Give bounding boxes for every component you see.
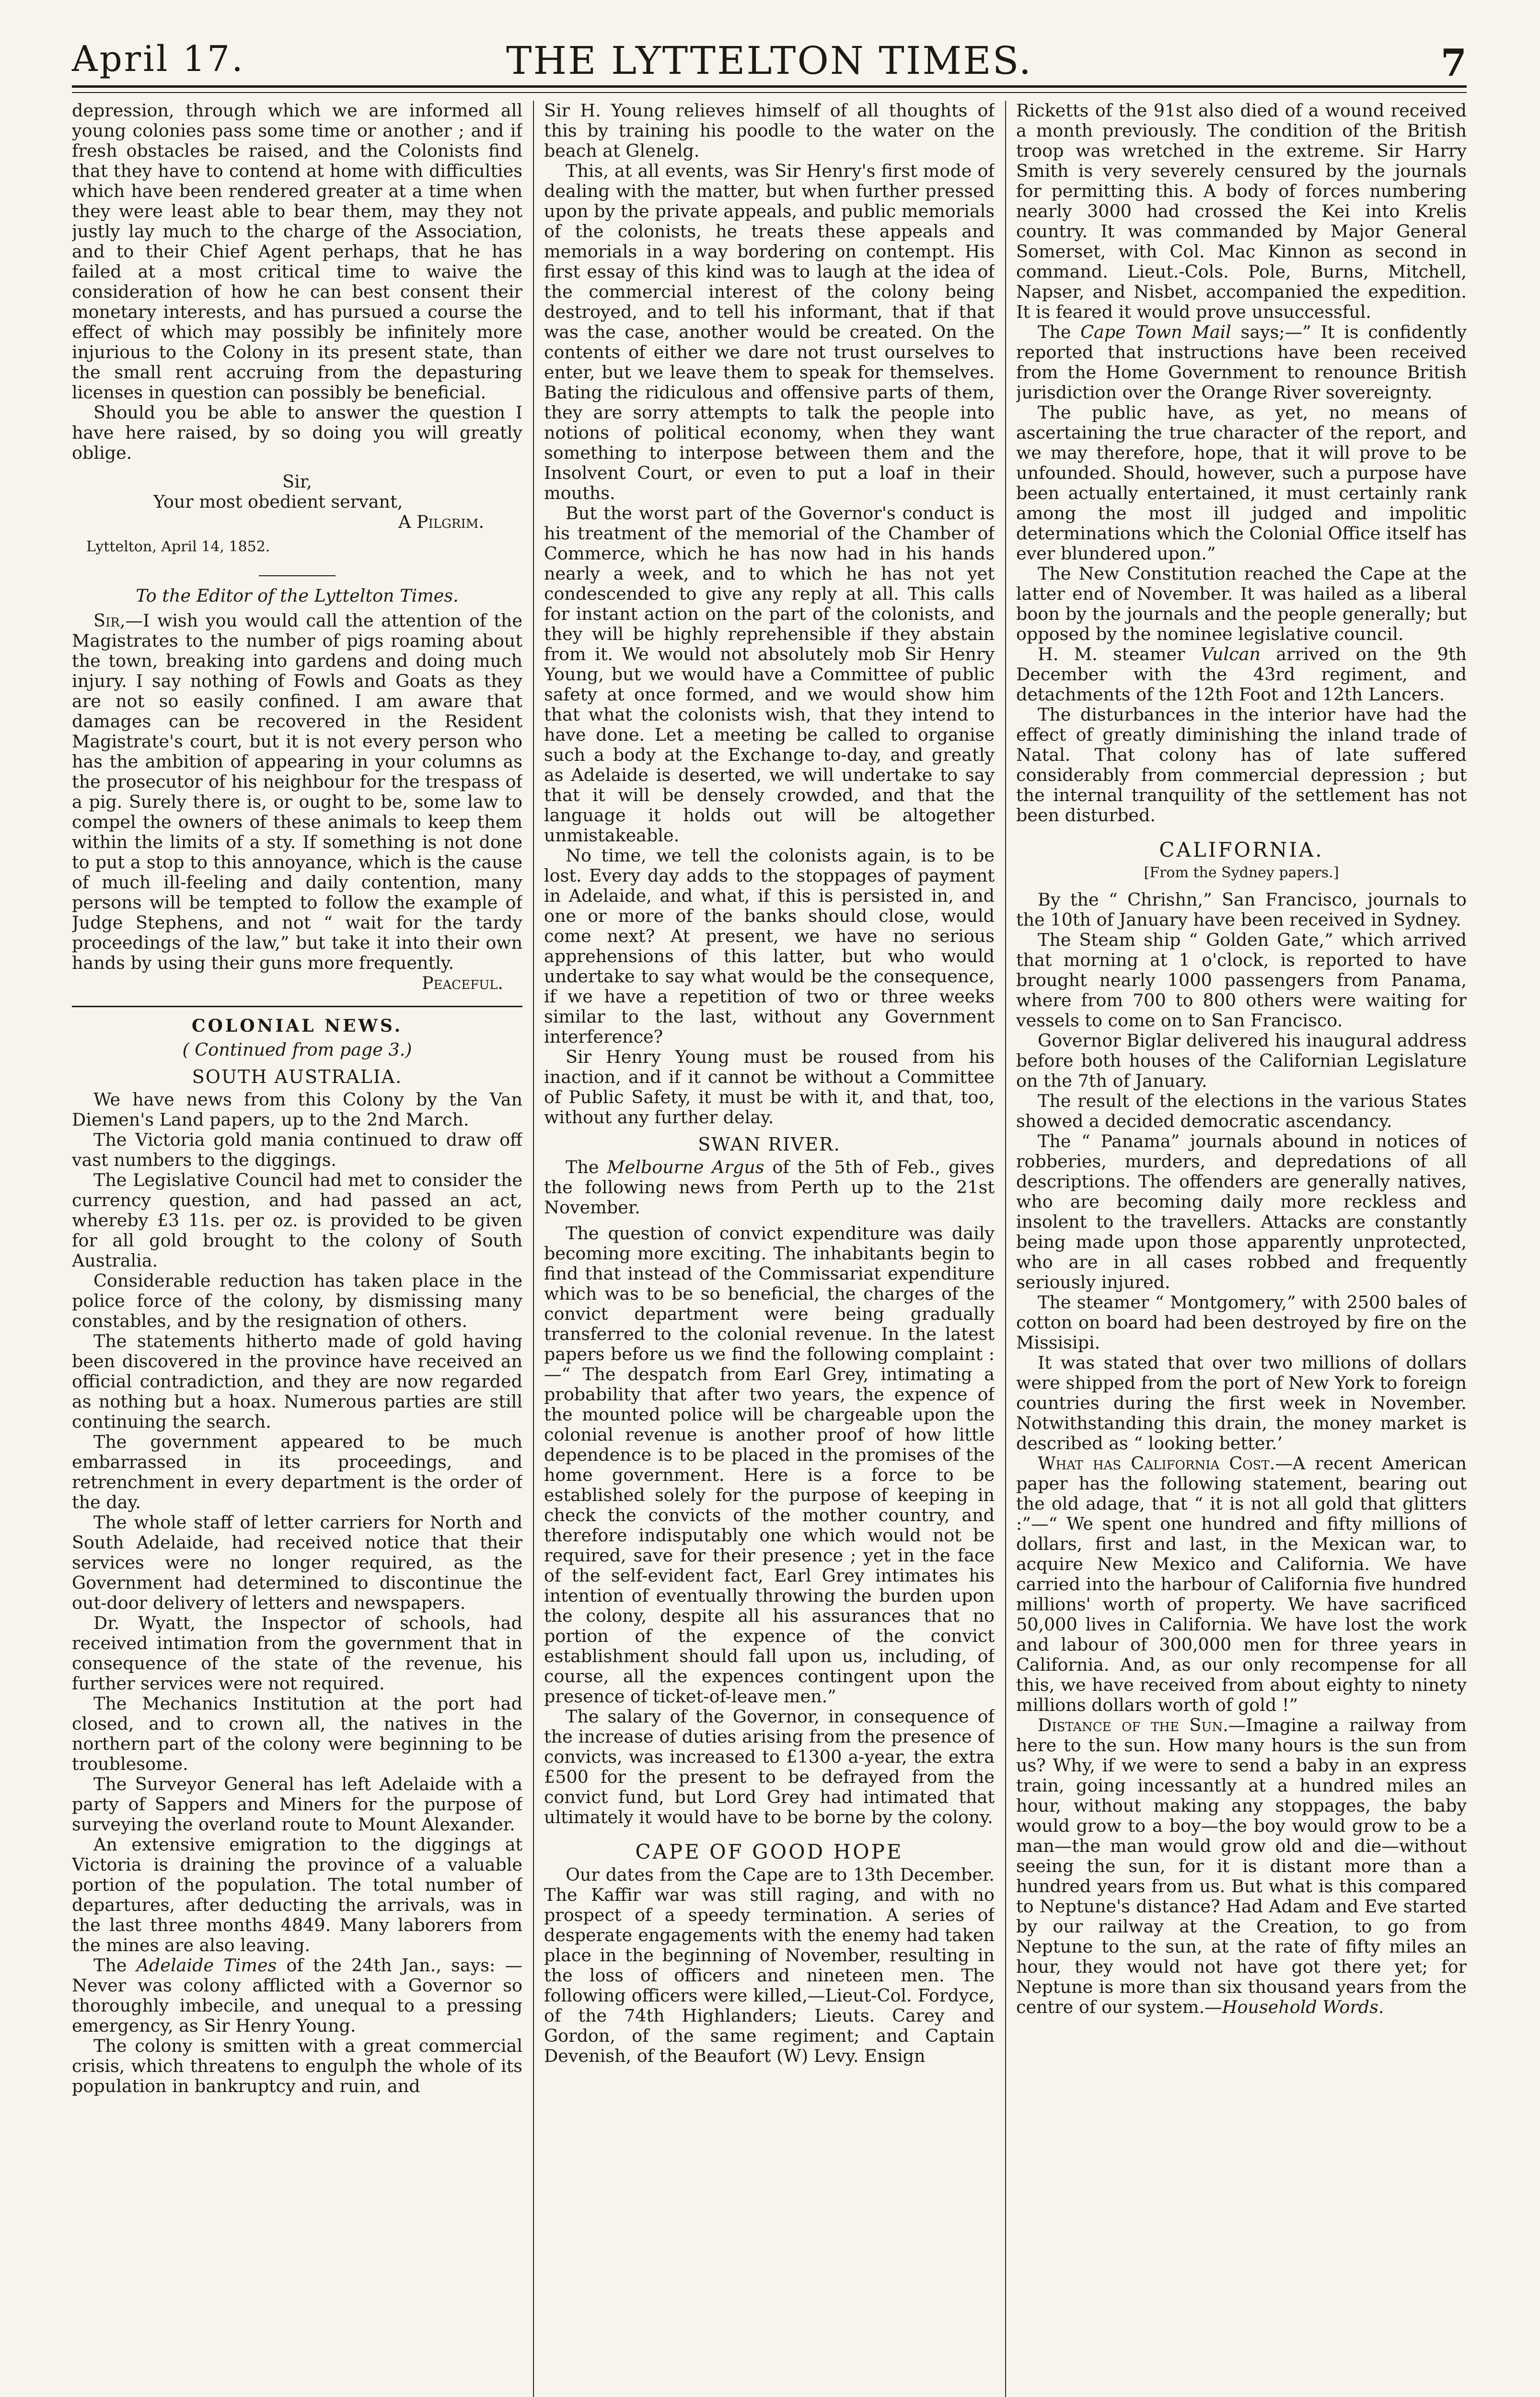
section-heading: COLONIAL NEWS. bbox=[191, 1016, 403, 1036]
text-run: The bbox=[93, 1955, 137, 1976]
paragraph: The steamer “ Montgomery,” with 2500 bales of cotton on board had been destroyed by fire on the Missisipi. bbox=[1016, 1292, 1467, 1353]
paragraph bbox=[1016, 1454, 1467, 1715]
issue-date: April 17. bbox=[72, 38, 245, 80]
continued-note: ( Continued from page 3.) bbox=[182, 1039, 412, 1060]
dateline: Lyttelton, April 14, 1852. bbox=[86, 538, 270, 555]
paragraph: The Mechanics Institution at the port had closed, and to crown all, the natives in the northern part of the colony were beginning to be troublesome. bbox=[72, 1693, 522, 1774]
publication-name: Adelaide Times bbox=[136, 1955, 277, 1976]
paragraph: The colony is smitten with a great commercial crisis, which threatens to engulph the whole of its population in bankruptcy and ruin, and bbox=[72, 2036, 522, 2096]
paragraph: The Steam ship “ Golden Gate,” which arrived that morning at 1 o'clock, is reported to have brought nearly 1000 passengers from Panama, where from 700 to 800 others were waiting for vessels to come on to San Francisco. bbox=[1016, 930, 1467, 1031]
paragraph: Dr. Wyatt, the Inspector of schools, had received intimation from the government that in consequence of the state of the revenue, his further services were not required. bbox=[72, 1613, 522, 1694]
paragraph: Sir H. Young relieves himself of all thoughts of this by training his poodle to the water on the beach at Glenelg. bbox=[544, 101, 995, 161]
paragraph: The whole staff of letter carriers for North and South Adelaide, had received notice that their services were no longer required, as the Government had determined to discontinue the out-door delivery of letters and newspapers. bbox=[72, 1512, 522, 1613]
header-rule-thick bbox=[72, 85, 1467, 88]
source-name: Household Words. bbox=[1222, 1997, 1384, 2017]
paragraph: We have news from this Colony by the Van Diemen's Land papers, up to the 2nd March. bbox=[72, 1089, 522, 1130]
text-run: of the 24th Jan., says: —Never was colony afflicted with a Governor so thoroughly imbecile, and unequal to a pressing emergency, as Sir Henry Young. bbox=[72, 1955, 522, 2036]
paragraph: The public have, as yet, no means of ascertaining the true character of the report, and we may therefore, hope, that it will prove to be unfounded. Should, however, such a purpose have been actually entertained, it must certainly rank among the most ill judged and impolitic determinations which the Colonial Office itself has ever blundered upon.” bbox=[1016, 402, 1467, 564]
paragraph: No time, we tell the colonists again, is to be lost. Every day adds to the stoppages of payment in Adelaide, and what, if this is persisted in, and one or more of the banks should close, would come next? At present, we have no serious apprehensions of this latter, but who would undertake to say what would be the consequence, if we have a repetition of two or three weeks similar to the last, without any Government interference? bbox=[544, 845, 995, 1047]
paragraph: The Victoria gold mania continued to draw off vast numbers to the diggings. bbox=[72, 1129, 522, 1170]
salutation: Sir, bbox=[93, 610, 126, 631]
paragraph bbox=[72, 611, 522, 973]
text-run: H. M. steamer bbox=[1038, 644, 1201, 664]
paragraph: But the worst part of the Governor's conduct is his treatment of the memorial of the Chamber of Commerce, which he has now had in his hands nearly a week, and to which he has not yet condescended to give any reply at all. This calls for instant action on the part of the colonists, and they will be highly reprehensible if they abstain from it. We would not absolutely mob Sir Henry Young, but we would have a Committee of public safety at once formed, and we would show him that what the colonists wish, that they intend to have done. Let a meeting be called to organise such a body at the Exchange to-day, and greatly as Adelaide is deserted, we will undertake to say that it will be densely crowded, and that the language it holds out will be altogether unmistakeable. bbox=[544, 503, 995, 846]
paragraph bbox=[1016, 1715, 1467, 2017]
text-run: arrived on the 9th December with the 43rd regiment, and detachments of the 12th Foot and 12th Lancers. bbox=[1016, 644, 1467, 705]
paragraph: Should you be able to answer the question I have here raised, by so doing you will greatly oblige. bbox=[72, 402, 522, 463]
newspaper-title: THE LYTTELTON TIMES. bbox=[506, 38, 1032, 83]
paragraph bbox=[1016, 322, 1467, 403]
text-run: The bbox=[566, 1157, 607, 1177]
paragraph: The result of the elections in the various States showed a decided democratic ascendancy. bbox=[1016, 1091, 1467, 1131]
publication-name: Cape Town Mail bbox=[1080, 322, 1231, 342]
item-lead: What has California Cost. bbox=[1038, 1453, 1275, 1474]
paragraph: The Surveyor General has left Adelaide with a party of Sappers and Miners for the purpose of surveying the overland route to Mount Alexander. bbox=[72, 1774, 522, 1835]
ship-name: Vulcan bbox=[1200, 644, 1261, 664]
paragraph: The Legislative Council had met to consider the currency question, and had passed an act, whereby £3 11s. per oz. is provided to be given for all gold brought to the colony of South Australia. bbox=[72, 1170, 522, 1271]
column-2 bbox=[544, 101, 995, 2397]
paragraph: Sir Henry Young must be roused from his inaction, and if it cannot be without a Committee of Public Safety, it must be with it, and that, too, without any further delay. bbox=[544, 1047, 995, 1128]
subsection-heading: CALIFORNIA. bbox=[1159, 838, 1324, 861]
paragraph: depression, through which we are informed all young colonies pass some time or another ; and if fresh obstacles be raised, and the Colonists find that they have to contend at home with difficulties which have been rendered greater at a time when they were least able to bear them, may they not justly lay much to the charge of the Association, and to their Chief Agent perhaps, that he has failed at a most critical time to waive the consideration of how he can best consent their monetary interests, and has pursued a course the effect of which may possibly be infinitely more injurious to the Colony in its present state, than the small rent accruing from the depasturing licenses in question can possibly be beneficial. bbox=[72, 101, 522, 403]
letter-heading: To the Editor of the Lyttelton Times. bbox=[136, 585, 459, 606]
paragraph: Governor Biglar delivered his inaugural address before both houses of the Californian Legislature on the 7th of January. bbox=[1016, 1030, 1467, 1091]
paragraph bbox=[72, 1955, 522, 2036]
source-note: [From the Sydney papers.] bbox=[1144, 864, 1339, 881]
text-run: The bbox=[1038, 322, 1081, 342]
letter-body: —I wish you would call the attention of the Magistrates to the number of pigs roaming about the town, breaking into gardens and doing much injury. I say nothing of Fowls and Goats as they are not so easily confined. I am aware that damages can be recovered in the Resident Magistrate's court, but it is not every person who has the ambition of appearing in your columns as the prosecutor of his neighbour for the trespass of a pig. Surely there is, or ought to be, some law to compel the owners of these animals to keep them within the limits of a sty. If something is not done to put a stop to this annoyance, which is the cause of much ill-feeling and daily contention, many persons will be tempted to follow the example of Judge Stephens, and not “ wait for the tardy proceedings of the law,” but take it into their own hands by using their guns more frequently. bbox=[72, 610, 522, 973]
column-3 bbox=[1016, 101, 1467, 2397]
subsection-heading: SOUTH AUSTRALIA. bbox=[192, 1066, 403, 1087]
paragraph: The disturbances in the interior have had the effect of greatly diminishing the inland trade of Natal. That colony has of late suffered considerably from commercial depression ; but the internal tranquility of the settlement has not been disturbed. bbox=[1016, 704, 1467, 826]
paragraph: The government appeared to be much embarrassed in its proceedings, and retrenchment in every department is the order of the day. bbox=[72, 1431, 522, 1513]
text-run: of the 5th of Feb., gives the following news from Perth up to the 21st November. bbox=[544, 1157, 995, 1218]
column-1 bbox=[72, 101, 522, 2397]
signature: A Pilgrim. bbox=[398, 512, 484, 532]
section-rule bbox=[259, 575, 336, 576]
column-divider bbox=[533, 101, 534, 2397]
publication-name: Melbourne Argus bbox=[607, 1157, 764, 1177]
text-run: —Imagine a railway from here to the sun. How many hours is the sun from us? Why, if we were to send a baby in an express train, going incessantly at a hundred miles an hour, without making any stoppages, the baby would grow to a boy—the boy would grow to be a man—the man would grow old and die—without seeing the sun, for it is distant more than a hundred years from us. But what is this compared to Neptune's distance? Had Adam and Eve started by our railway at the Creation, to go from Neptune to the sun, at the rate of fifty miles an hour, they would not have got there yet; for Neptune is more than six thousand years from the centre of our system.— bbox=[1016, 1715, 1467, 2017]
paragraph: The New Constitution reached the Cape at the latter end of November. It was hailed as a liberal boon by the journals and the people generally; but opposed by the nominee legislative council. bbox=[1016, 563, 1467, 644]
header-rule-thin bbox=[72, 92, 1467, 93]
closing: Your most obedient servant, bbox=[153, 491, 403, 512]
subsection-heading: SWAN RIVER. bbox=[698, 1134, 841, 1155]
paragraph: Ricketts of the 91st also died of a wound received a month previously. The condition of the British troop was wretched in the extreme. Sir Harry Smith is very severely censured by the journals for permitting this. A body of forces numbering nearly 3000 had crossed the Kei into Krelis country. It was commanded by Major General Somerset, with Col. Mac Kinnon as second in command. Lieut.-Cols. Pole, Burns, Mitchell, Napser, and Nisbet, accompanied the expedition. It is feared it would prove unsuccessful. bbox=[1016, 101, 1467, 322]
masthead bbox=[72, 38, 1467, 91]
paragraph: The salary of the Governor, in consequence of the increase of duties arising from the presence of convicts, was increased to £1300 a-year, the extra £500 for the present to be defrayed from the convict fund, but Lord Grey had intimated that ultimately it would have to be borne by the colony. bbox=[544, 1706, 995, 1827]
salutation: Sir, bbox=[282, 471, 312, 492]
paragraph: This, at all events, was Sir Henry's first mode of dealing with the matter, but when further pressed upon by the private appeals, and public memorials of the colonists, he treats these appeals and memorials in a way bordering on contempt. His first essay of this kind was to laugh at the idea of the commercial interest of the colony being destroyed, and to tell his informant, that if that was the case, another would be created. On the contents of either we dare not trust ourselves to enter, but we leave them to speak for themselves. Bating the ridiculous and offensive parts of them, they are sorry attempts to talk the people into notions of political economy, when they want something to interpose between them and the Insolvent Court, or even to put a loaf in their mouths. bbox=[544, 161, 995, 503]
paragraph: Our dates from the Cape are to 13th December. The Kaffir war was still raging, and with no prospect of a speedy termination. A series of desperate engagements with the enemy had taken place in the beginning of November, resulting in the loss of officers and nineteen men. The following officers were killed,—Lieut-Col. Fordyce, of the 74th Highlanders; Lieuts. Carey and Gordon, of the same regiment; and Captain Devenish, of the Beaufort (W) Levy. Ensign bbox=[544, 1864, 995, 2066]
paragraph: An extensive emigration to the diggings at Victoria is draining the province of a valuable portion of the population. The total number of departures, after deducting the arrivals, was in the last three months 4849. Many laborers from the mines are also leaving. bbox=[72, 1834, 522, 1955]
paragraph bbox=[1016, 644, 1467, 705]
paragraph: Considerable reduction has taken place in the police force of the colony, by dismissing many constables, and by the resignation of others. bbox=[72, 1270, 522, 1331]
paragraph: It was stated that over two millions of dollars were shipped from the port of New York to foreign countries during the first week in November. Notwithstanding this drain, the money market is described as “ looking better.’ bbox=[1016, 1352, 1467, 1454]
section-rule bbox=[72, 1006, 522, 1007]
text-run: says;—” It is confidently reported that instructions have been received from the Home Government to renounce British jurisdiction over the Orange River sovereignty. bbox=[1016, 322, 1467, 403]
paragraph: The question of convict expenditure was daily becoming more exciting. The inhabitants begin to find that instead of the Commissariat expenditure which was to be so beneficial, the charges of the convict department were being gradually transferred to the colonial revenue. In the latest papers before us we find the following complaint :—“ The despatch from Earl Grey, intimating a probability that after two years, the expence of the mounted police will be chargeable upon the colonial revenue is another proof of how little dependence is to be placed in the promises of the home government. Here is a force to be established solely for the purpose of keeping in check the convicts of the mother country, and therefore indisputably one which would not be required, save for their presence ; yet in the face of the self-evident fact, Earl Grey intimates his intention of eventually throwing the burden upon the colony, despite all his assurances that no portion of the expence of the convict establishment should fall upon us, including, of course, all the expences contingent upon the presence of ticket-of-leave men.” bbox=[544, 1223, 995, 1707]
paragraph bbox=[544, 1157, 995, 1218]
column-divider bbox=[1005, 101, 1006, 2397]
subsection-heading: CAPE OF GOOD HOPE bbox=[635, 1840, 903, 1863]
page-number: 7 bbox=[1440, 41, 1467, 85]
text-run: —A recent American paper has the following statement, bearing out the old adage, that “ it is not all gold that glitters :”—“ We spent one hundred and fifty millions of dollars, first and last, in the Mexican war, to acquire New Mexico and California. We have carried into the harbour of California five hundred millions' worth of property. We have sacrificed 50,000 lives in California. We have lost the work and labour of 300,000 men for three years in California. And, as our only recompense for all this, we have received from about eighty to ninety millions dollars worth of gold !” bbox=[1016, 1453, 1467, 1715]
signature: Peaceful. bbox=[421, 973, 503, 993]
paragraph: The “ Panama” journals abound in notices of robberies, murders, and depredations of all descriptions. The offenders are generally natives, who are becoming daily more reckless and insolent to the travellers. Attacks are constantly being made upon those apparently unprotected, who are in all cases robbed and frequently seriously injured. bbox=[1016, 1131, 1467, 1292]
item-lead: Distance of the Sun. bbox=[1038, 1715, 1228, 1735]
paragraph: By the “ Chrishn,” San Francisco, journals to the 10th of January have been received in Sydney. bbox=[1016, 889, 1467, 930]
paragraph: The statements hitherto made of gold having been discovered in the province have received an official contradiction, and they are now regarded as nothing but a hoax. Numerous parties are still continuing the search. bbox=[72, 1331, 522, 1432]
